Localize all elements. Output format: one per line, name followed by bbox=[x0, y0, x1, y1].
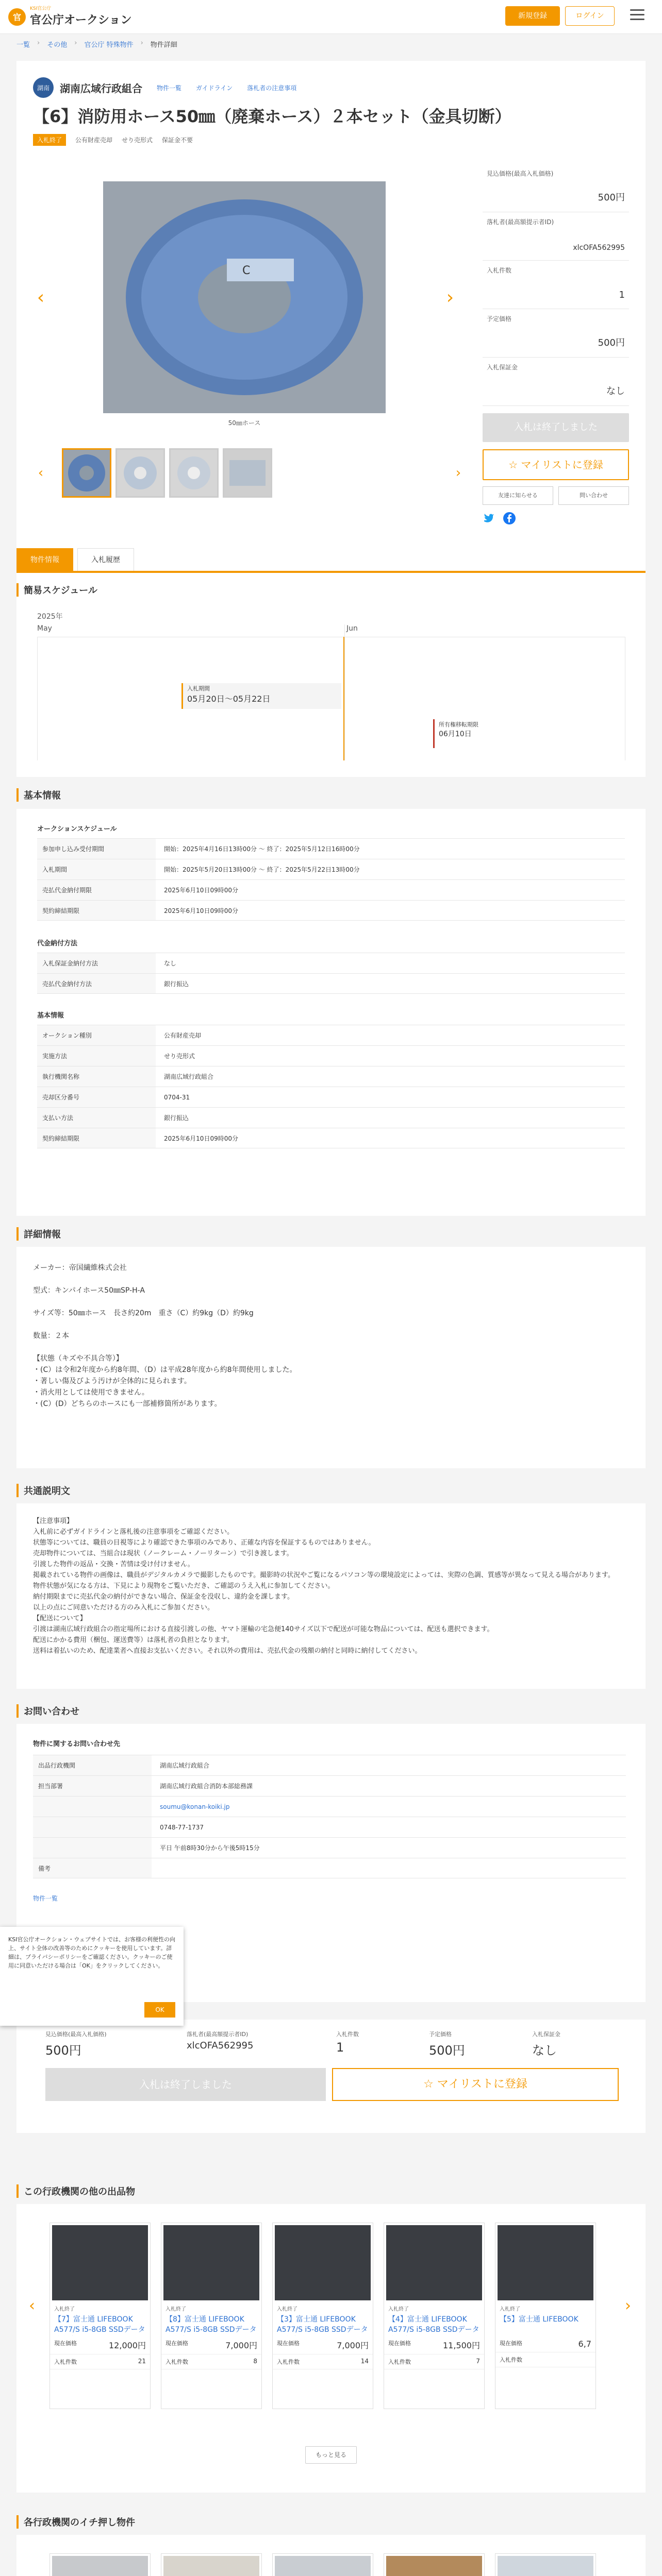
item-tags bbox=[33, 134, 193, 146]
bid-ended-button[interactable]: 入札は終了しました bbox=[483, 413, 629, 442]
item-card[interactable] bbox=[384, 2223, 485, 2409]
facebook-icon[interactable] bbox=[503, 512, 516, 527]
schedule-heading: 簡易スケジュール bbox=[16, 583, 97, 597]
item-price-row: 現在価格 11,500円 bbox=[384, 2336, 484, 2354]
more-button[interactable]: もっと見る bbox=[305, 2446, 357, 2464]
item-thumbnail bbox=[498, 2556, 593, 2576]
tag-label: 公有財産売却 bbox=[75, 137, 113, 144]
add-mylist-button-bottom[interactable]: ☆ マイリストに登録 bbox=[332, 2068, 619, 2101]
thumbnail[interactable] bbox=[115, 448, 165, 498]
item-name[interactable]: 【7】富士通 LIFEBOOK A577/S i5-8GB SSDデータ bbox=[54, 2315, 145, 2334]
star-icon: ☆ bbox=[508, 459, 521, 471]
org-link[interactable]: ガイドライン bbox=[196, 84, 233, 92]
tab-bid-history[interactable]: 入札履歴 bbox=[77, 548, 134, 571]
item-card[interactable] bbox=[272, 2553, 373, 2576]
item-card[interactable] bbox=[49, 2553, 151, 2576]
contact-heading: お問い合わせ bbox=[16, 1704, 79, 1718]
item-price-row: 現在価格 7,000円 bbox=[161, 2336, 261, 2354]
org-link[interactable]: 落札者の注意事項 bbox=[247, 84, 297, 92]
item-card[interactable] bbox=[384, 2553, 485, 2576]
item-bids-row: 入札件数 7 bbox=[384, 2354, 484, 2369]
item-tag: 入札終了 bbox=[277, 2307, 297, 2312]
carousel-prev-icon[interactable]: ‹ bbox=[29, 2297, 35, 2315]
item-price-row: 現在価格 12,000円 bbox=[50, 2336, 150, 2354]
item-bids-row: 入札件数 8 bbox=[161, 2354, 261, 2369]
thumbnail[interactable] bbox=[169, 448, 219, 498]
next-image-arrow-icon[interactable]: › bbox=[446, 287, 454, 308]
thumbnail-strip bbox=[62, 448, 272, 498]
item-thumbnail bbox=[386, 2225, 482, 2300]
register-button[interactable]: 新規登録 bbox=[505, 6, 560, 26]
price-row: 入札件数 1 bbox=[483, 261, 629, 309]
transfer-deadline-bar: 所有権移転期限 06月10日 bbox=[433, 719, 526, 748]
price-row: 見込価格(最高入札価格) 500円 bbox=[483, 164, 629, 212]
cookie-ok-button[interactable]: OK bbox=[144, 2002, 175, 2018]
main-image bbox=[103, 181, 386, 413]
detail-heading: 詳細情報 bbox=[16, 1227, 61, 1241]
featured-items-section bbox=[16, 2535, 646, 2576]
org-header bbox=[33, 77, 296, 98]
item-card[interactable] bbox=[272, 2223, 373, 2409]
twitter-icon[interactable] bbox=[483, 512, 495, 527]
item-card[interactable] bbox=[495, 2553, 596, 2576]
common-heading: 共通説明文 bbox=[16, 1484, 70, 1497]
item-price-row: 現在価格 7,000円 bbox=[273, 2336, 373, 2354]
item-tag: 入札終了 bbox=[388, 2307, 409, 2312]
price-panel bbox=[483, 164, 629, 527]
star-icon: ☆ bbox=[423, 2078, 437, 2091]
org-link[interactable]: 物件一覧 bbox=[157, 84, 182, 92]
other-heading: この行政機関の他の出品物 bbox=[16, 2184, 135, 2198]
contact-org: 湖南広域行政組合 bbox=[160, 1762, 210, 1769]
site-header bbox=[0, 0, 662, 34]
item-name[interactable]: 【5】富士通 LIFEBOOK bbox=[500, 2315, 578, 2324]
org-name[interactable]: 湖南広域行政組合 bbox=[60, 82, 142, 95]
breadcrumb-item[interactable]: 官公庁 特殊物件 bbox=[84, 41, 134, 49]
item-price-row: 現在価格 6,7 bbox=[495, 2336, 595, 2352]
thumb-next-arrow-icon[interactable]: › bbox=[455, 465, 461, 481]
site-logo[interactable] bbox=[8, 6, 132, 27]
item-name[interactable]: 【4】富士通 LIFEBOOK A577/S i5-8GB SSDデータ bbox=[388, 2315, 479, 2334]
price-row: 入札保証金 なし bbox=[483, 358, 629, 406]
item-list-link[interactable]: 物件一覧 bbox=[33, 1895, 58, 1902]
basic-info-section: オークションスケジュール 参加申し込み受付期間 開始：2025年4月16日13時00分 ～ 終了：2025年5月12日16時00分 入札期間 開始：2025年5月20日13時00分 ～ 終了：2025年5月22日13時00分 売払代金納付期限 2025年6月10日09時00分 契約締結期限 2025年6月10日09時00分 代金納付方法 入札保証金納付方法 なし 売払代金納付方法 銀行振込 基本情報 オークション種別 公有財産売却 実施方法 せり売形式 執行機関名称 湖南広域行政組合 売却区分番号 0704-31 支払い方法 銀行振込 契約締結期限 2025年6月10日09時00分 bbox=[16, 809, 646, 1216]
contact-email[interactable]: soumu@konan-koiki.jp bbox=[160, 1803, 230, 1810]
breadcrumb-current: 物件詳細 bbox=[150, 41, 177, 49]
item-thumbnail bbox=[163, 2556, 259, 2576]
common-section bbox=[16, 1503, 646, 1689]
bid-ended-button-bottom[interactable]: 入札は終了しました bbox=[45, 2068, 326, 2101]
item-tag: 入札終了 bbox=[166, 2307, 186, 2312]
other-items-section bbox=[16, 2204, 646, 2493]
tag-label: せり売形式 bbox=[122, 137, 153, 144]
price-row: 落札者(最高額提示者ID) xlcOFA562995 bbox=[483, 212, 629, 261]
item-card[interactable] bbox=[49, 2223, 151, 2409]
schedule-chart: 2025年 May Jun 入札期間 05月20日～05月22日 所有権移転期限 06月10日 bbox=[16, 604, 646, 769]
item-thumbnail bbox=[163, 2225, 259, 2300]
prev-image-arrow-icon[interactable]: ‹ bbox=[37, 287, 45, 308]
tab-underline bbox=[16, 571, 646, 573]
cookie-banner: KSI官公庁オークション・ウェブサイトでは、お客様の利便性の向上、サイト全体の改善等のためにクッキーを使用しています。詳細は、プライバシーポリシーをご確認ください。クッキーのご使用に同意いただける場合は「OK」をクリックしてください。 OK bbox=[0, 1927, 184, 2026]
add-mylist-button[interactable]: ☆ マイリストに登録 bbox=[483, 449, 629, 480]
subsection-title: オークションスケジュール bbox=[37, 825, 117, 833]
price-row: 予定価格 500円 bbox=[483, 309, 629, 358]
tab-bar bbox=[16, 548, 134, 571]
item-name[interactable]: 【8】富士通 LIFEBOOK A577/S i5-8GB SSDデータ bbox=[166, 2315, 257, 2334]
common-text: 【注意事項】 入札前に必ずガイドラインと落札後の注意事項をご確認ください。 状態等については、職員の目視等により確認できた事項のみであり、正確な内容を保証するものではありません。 売却物件については、当組合は現状（ノークレーム・ノーリターン）で引き渡します。 引渡した物件の返品・交換・苦情は受け付けません。 掲載されている物件の画像は、職員がデジタルカメラで撮影したものです。撮影時の状況やご覧になるパソコン等の環境設定によっては、実際の色調、質感等が異なって見える場合があります。 物件状態が気になる方は、下見により現物をご覧いただき、ご確認のうえ入札に参加してください。 納付期限までに売払代金の納付ができない場合、保証金を没収し、違約金を課します。 以上の点にご同意いただける方のみ入札にご参加ください。 【配送について】 引渡は湖南広域行政組合の指定場所における直接引渡しの他、ヤマト運輸の宅急便140サイズ以下で配送が可能な物品については、配送も選択できます。 配送にかかる費用（梱包、運送費等）は落札者の負担となります。 送料は着払いのため、配達業者へ直接お支払いください。それ以外の費用は、売払代金の残額の納付と同時に納付してください。 bbox=[33, 1517, 615, 1655]
bid-period-bar: 入札期間 05月20日～05月22日 bbox=[181, 683, 341, 709]
item-card[interactable] bbox=[161, 2553, 262, 2576]
contact-section: 物件に関するお問い合わせ先 出品行政機関 湖南広域行政組合 担当部署 湖南広域行政組合消防本部総務課 soumu@konan-koiki.jp 0748-77-1737 平日 午前8時30分から午後5時15分 備考 物件一覧 bbox=[16, 1724, 646, 2002]
thumb-prev-arrow-icon[interactable]: ‹ bbox=[38, 465, 44, 481]
menu-icon[interactable] bbox=[630, 9, 644, 22]
breadcrumb-item[interactable]: 一覧 bbox=[16, 41, 30, 49]
login-button[interactable]: ログイン bbox=[565, 6, 615, 26]
image-caption: 50㎜ホース bbox=[228, 419, 261, 427]
item-thumbnail bbox=[275, 2225, 371, 2300]
item-top-card bbox=[16, 61, 646, 607]
item-tag: 入札終了 bbox=[54, 2307, 75, 2312]
status-badge: 入札終了 bbox=[33, 134, 66, 146]
item-bids-row: 入札件数 14 bbox=[273, 2354, 373, 2369]
item-thumbnail bbox=[275, 2556, 371, 2576]
item-thumbnail bbox=[498, 2225, 593, 2300]
breadcrumb-item[interactable]: その他 bbox=[47, 41, 68, 49]
share-friend-button[interactable]: 友達に知らせる bbox=[483, 486, 553, 505]
svg-text:C: C bbox=[242, 264, 251, 277]
item-bids-row: 入札件数 bbox=[495, 2352, 595, 2367]
subsection-title: 代金納付方法 bbox=[37, 940, 78, 947]
page-title: 【6】消防用ホース50㎜（廃棄ホース）２本セット（金具切断） bbox=[33, 107, 511, 126]
logo-mark-icon: 官 bbox=[8, 8, 26, 26]
detail-section: メーカー：帝国繊維株式会社 型式：キンパイホース50㎜SP-H-A サイズ等：50㎜ホース 長さ約20m 重さ（C）約9kg（D）約9kg 数量：２本 【状態（キズや不具合等）】 ・(C）は令和2年度から約8年間、（D）は平成28年度から約8年間使用しました。 ・著しい傷及びよう汚けが全体的に見られます。 ・消火用としては使用できません。 ・(C）(D）どちらのホースにも一部補修箇所があります。 bbox=[16, 1247, 646, 1468]
basic-heading: 基本情報 bbox=[16, 788, 61, 802]
thumbnail[interactable] bbox=[223, 448, 272, 498]
inquiry-button[interactable]: 問い合わせ bbox=[558, 486, 629, 505]
thumbnail[interactable] bbox=[62, 448, 111, 498]
tag-label: 保証金不要 bbox=[162, 137, 193, 144]
logo-text: 官公庁オークション bbox=[30, 14, 132, 27]
item-thumbnail bbox=[52, 2556, 148, 2576]
item-card[interactable] bbox=[161, 2223, 262, 2409]
item-card[interactable] bbox=[495, 2223, 596, 2409]
logo-sub: KSI官公庁 bbox=[30, 6, 52, 11]
item-thumbnail bbox=[386, 2556, 482, 2576]
item-thumbnail bbox=[52, 2225, 148, 2300]
tab-item-info[interactable]: 物件情報 bbox=[16, 548, 73, 571]
subsection-title: 基本情報 bbox=[37, 1012, 64, 1020]
item-tag: 入札終了 bbox=[500, 2307, 520, 2312]
item-name[interactable]: 【3】富士通 LIFEBOOK A577/S i5-8GB SSDデータ bbox=[277, 2315, 368, 2334]
today-line bbox=[343, 637, 344, 760]
org-avatar: 湖南 bbox=[33, 77, 54, 98]
ichi-heading: 各行政機関のイチ押し物件 bbox=[16, 2515, 135, 2529]
carousel-next-icon[interactable]: › bbox=[625, 2297, 631, 2315]
item-bids-row: 入札件数 21 bbox=[50, 2354, 150, 2369]
bottom-price-bar: 見込価格(最高入札価格) 500円 落札者(最高額提示者ID) xlcOFA562995 入札件数 1 予定価格 500円 入札保証金 なし 入札は終了しました ☆ マイリストに登録 bbox=[16, 2020, 646, 2133]
breadcrumb: 一覧 › その他 › 官公庁 特殊物件 › 物件詳細 bbox=[16, 39, 177, 49]
